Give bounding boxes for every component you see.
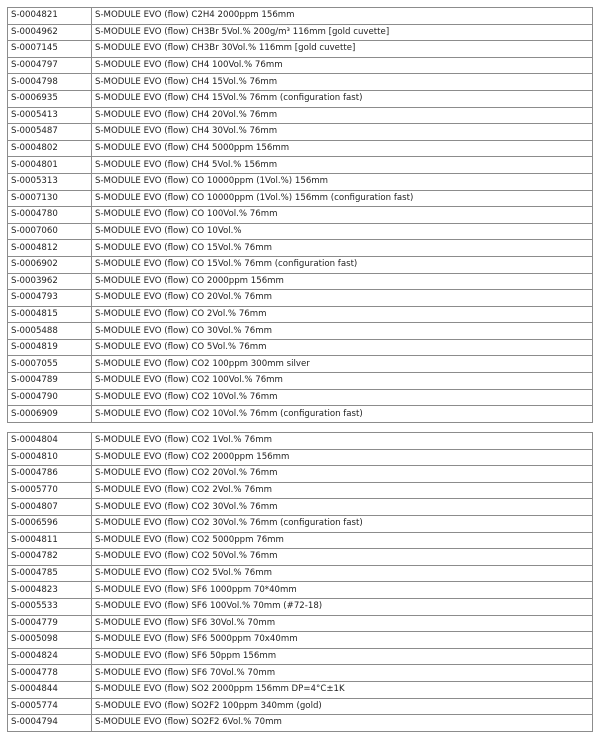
article-number-cell: S-0005487 [8, 124, 92, 141]
article-number-cell: S-0006596 [8, 515, 92, 532]
product-description-cell: S-MODULE EVO (flow) SF6 50ppm 156mm [92, 648, 593, 665]
product-description-cell: S-MODULE EVO (flow) CO2 100Vol.% 76mm [92, 373, 593, 390]
table-row [8, 57, 593, 74]
product-description-cell: S-MODULE EVO (flow) CO 10000ppm (1Vol.%) 156mm (configuration fast) [92, 190, 593, 207]
table-row [8, 323, 593, 340]
product-table-upper [7, 7, 593, 423]
product-description-cell: S-MODULE EVO (flow) CH4 30Vol.% 76mm [92, 124, 593, 141]
product-description-cell: S-MODULE EVO (flow) C2H4 2000ppm 156mm [92, 8, 593, 25]
article-number-cell: S-0004780 [8, 207, 92, 224]
product-description-cell: S-MODULE EVO (flow) CO 10000ppm (1Vol.%) 156mm [92, 173, 593, 190]
table-row [8, 41, 593, 58]
article-number-cell: S-0004794 [8, 715, 92, 732]
table-row [8, 207, 593, 224]
article-number-cell: S-0005774 [8, 698, 92, 715]
table-row [8, 433, 593, 450]
product-description-cell: S-MODULE EVO (flow) CO 2000ppm 156mm [92, 273, 593, 290]
product-description-cell: S-MODULE EVO (flow) CO2 30Vol.% 76mm (configuration fast) [92, 515, 593, 532]
table-row [8, 665, 593, 682]
article-number-cell: S-0004793 [8, 290, 92, 307]
article-number-cell: S-0004778 [8, 665, 92, 682]
table-row [8, 90, 593, 107]
article-number-cell: S-0004823 [8, 582, 92, 599]
product-description-cell: S-MODULE EVO (flow) CO2 1Vol.% 76mm [92, 433, 593, 450]
article-number-cell: S-0004815 [8, 306, 92, 323]
table-separator [0, 427, 600, 430]
product-description-cell: S-MODULE EVO (flow) CH4 5Vol.% 156mm [92, 157, 593, 174]
product-description-cell: S-MODULE EVO (flow) CO2 10Vol.% 76mm [92, 389, 593, 406]
product-description-cell: S-MODULE EVO (flow) SF6 5000ppm 70x40mm [92, 632, 593, 649]
product-description-cell: S-MODULE EVO (flow) CH4 15Vol.% 76mm [92, 74, 593, 91]
article-number-cell: S-0006909 [8, 406, 92, 423]
table-row [8, 190, 593, 207]
table-row [8, 124, 593, 141]
table-row [8, 582, 593, 599]
product-description-cell: S-MODULE EVO (flow) CO 15Vol.% 76mm [92, 240, 593, 257]
product-description-cell: S-MODULE EVO (flow) CO 100Vol.% 76mm [92, 207, 593, 224]
article-number-cell: S-0004797 [8, 57, 92, 74]
product-description-cell: S-MODULE EVO (flow) CO2 5000ppm 76mm [92, 532, 593, 549]
article-number-cell: S-0004821 [8, 8, 92, 25]
article-number-cell: S-0007145 [8, 41, 92, 58]
table-row [8, 449, 593, 466]
article-number-cell: S-0005313 [8, 173, 92, 190]
table-row [8, 598, 593, 615]
product-description-cell: S-MODULE EVO (flow) CH4 5000ppm 156mm [92, 140, 593, 157]
article-number-cell: S-0004844 [8, 681, 92, 698]
table-row [8, 240, 593, 257]
table-row [8, 648, 593, 665]
product-description-cell: S-MODULE EVO (flow) CO2 2000ppm 156mm [92, 449, 593, 466]
table-row [8, 157, 593, 174]
product-description-cell: S-MODULE EVO (flow) CH4 20Vol.% 76mm [92, 107, 593, 124]
article-number-cell: S-0004962 [8, 24, 92, 41]
article-number-cell: S-0004811 [8, 532, 92, 549]
table-row [8, 466, 593, 483]
table-row [8, 107, 593, 124]
table-row [8, 339, 593, 356]
article-number-cell: S-0004801 [8, 157, 92, 174]
product-description-cell: S-MODULE EVO (flow) CH4 100Vol.% 76mm [92, 57, 593, 74]
article-number-cell: S-0006902 [8, 256, 92, 273]
product-description-cell: S-MODULE EVO (flow) CO2 100ppm 300mm silver [92, 356, 593, 373]
article-number-cell: S-0004802 [8, 140, 92, 157]
article-number-cell: S-0006935 [8, 90, 92, 107]
table-row [8, 615, 593, 632]
article-number-cell: S-0004824 [8, 648, 92, 665]
product-description-cell: S-MODULE EVO (flow) CH3Br 5Vol.% 200g/m³ 116mm [gold cuvette] [92, 24, 593, 41]
article-number-cell: S-0004804 [8, 433, 92, 450]
table-row [8, 223, 593, 240]
table-row [8, 8, 593, 25]
table-row [8, 256, 593, 273]
table-row [8, 681, 593, 698]
article-number-cell: S-0004789 [8, 373, 92, 390]
article-number-cell: S-0007055 [8, 356, 92, 373]
product-table-lower [7, 432, 593, 732]
article-number-cell: S-0004782 [8, 549, 92, 566]
product-description-cell: S-MODULE EVO (flow) SF6 1000ppm 70*40mm [92, 582, 593, 599]
table-row [8, 356, 593, 373]
product-description-cell: S-MODULE EVO (flow) CH4 15Vol.% 76mm (configuration fast) [92, 90, 593, 107]
product-description-cell: S-MODULE EVO (flow) CO2 50Vol.% 76mm [92, 549, 593, 566]
article-number-cell: S-0004790 [8, 389, 92, 406]
product-description-cell: S-MODULE EVO (flow) SF6 100Vol.% 70mm (#72-18) [92, 598, 593, 615]
table-row [8, 482, 593, 499]
article-number-cell: S-0005488 [8, 323, 92, 340]
table-row [8, 632, 593, 649]
table-row [8, 173, 593, 190]
product-description-cell: S-MODULE EVO (flow) CO 30Vol.% 76mm [92, 323, 593, 340]
product-description-cell: S-MODULE EVO (flow) CO 5Vol.% 76mm [92, 339, 593, 356]
table-row [8, 389, 593, 406]
table-row [8, 24, 593, 41]
article-number-cell: S-0004810 [8, 449, 92, 466]
product-description-cell: S-MODULE EVO (flow) CO2 2Vol.% 76mm [92, 482, 593, 499]
article-number-cell: S-0004779 [8, 615, 92, 632]
article-number-cell: S-0004812 [8, 240, 92, 257]
article-number-cell: S-0004807 [8, 499, 92, 516]
product-description-cell: S-MODULE EVO (flow) CO 20Vol.% 76mm [92, 290, 593, 307]
table-row [8, 74, 593, 91]
product-description-cell: S-MODULE EVO (flow) SO2F2 100ppm 340mm (gold) [92, 698, 593, 715]
table-row [8, 499, 593, 516]
article-number-cell: S-0005098 [8, 632, 92, 649]
article-number-cell: S-0004798 [8, 74, 92, 91]
product-description-cell: S-MODULE EVO (flow) CO2 5Vol.% 76mm [92, 565, 593, 582]
product-description-cell: S-MODULE EVO (flow) CO2 10Vol.% 76mm (configuration fast) [92, 406, 593, 423]
product-description-cell: S-MODULE EVO (flow) CH3Br 30Vol.% 116mm [gold cuvette] [92, 41, 593, 58]
article-number-cell: S-0004786 [8, 466, 92, 483]
table-row [8, 565, 593, 582]
article-number-cell: S-0004819 [8, 339, 92, 356]
article-number-cell: S-0005413 [8, 107, 92, 124]
table-row [8, 715, 593, 732]
table-row [8, 532, 593, 549]
product-description-cell: S-MODULE EVO (flow) SF6 30Vol.% 70mm [92, 615, 593, 632]
product-description-cell: S-MODULE EVO (flow) CO 15Vol.% 76mm (configuration fast) [92, 256, 593, 273]
article-number-cell: S-0007060 [8, 223, 92, 240]
product-description-cell: S-MODULE EVO (flow) CO2 20Vol.% 76mm [92, 466, 593, 483]
product-description-cell: S-MODULE EVO (flow) SO2 2000ppm 156mm DP=4°C±1K [92, 681, 593, 698]
table-row [8, 549, 593, 566]
article-number-cell: S-0003962 [8, 273, 92, 290]
article-number-cell: S-0005770 [8, 482, 92, 499]
table-row [8, 273, 593, 290]
product-description-cell: S-MODULE EVO (flow) CO 10Vol.% [92, 223, 593, 240]
table-row [8, 406, 593, 423]
article-number-cell: S-0005533 [8, 598, 92, 615]
article-number-cell: S-0007130 [8, 190, 92, 207]
table-row [8, 290, 593, 307]
product-description-cell: S-MODULE EVO (flow) SO2F2 6Vol.% 70mm [92, 715, 593, 732]
product-description-cell: S-MODULE EVO (flow) CO2 30Vol.% 76mm [92, 499, 593, 516]
table-row [8, 698, 593, 715]
product-description-cell: S-MODULE EVO (flow) CO 2Vol.% 76mm [92, 306, 593, 323]
table-row [8, 373, 593, 390]
product-description-cell: S-MODULE EVO (flow) SF6 70Vol.% 70mm [92, 665, 593, 682]
table-row [8, 515, 593, 532]
article-number-cell: S-0004785 [8, 565, 92, 582]
table-row [8, 140, 593, 157]
table-row [8, 306, 593, 323]
